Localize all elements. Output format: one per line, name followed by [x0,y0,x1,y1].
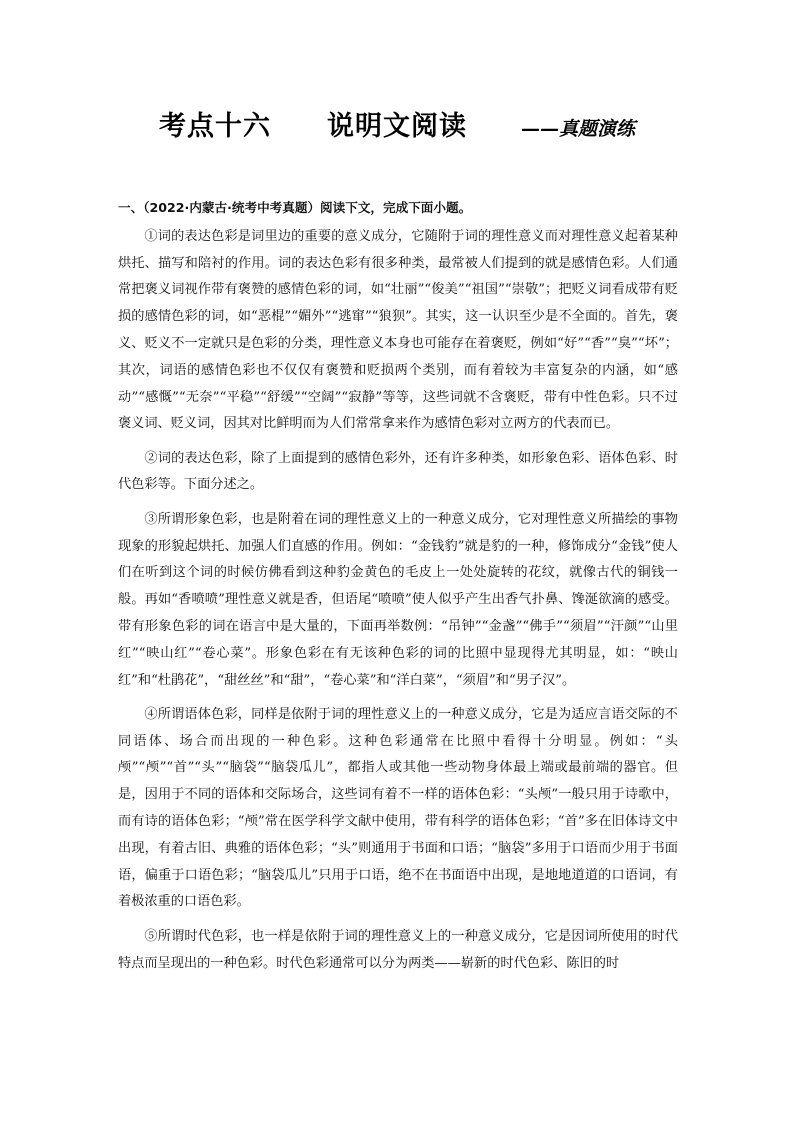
paragraph-4: ④所谓语体色彩，同样是依附于词的理性意义上的一种意义成分，它是为适应言语交际的不同语体、场合而出现的一种色彩。这种色彩通常在比照中看得十分明显。例如：“头颅”“颅”“首”“头”“脑袋”“脑袋瓜儿”，都指人或其他一些动物身体最上端或最前端的器官。但是，因用于不同的语体和交际场合，这些词有着不一样的语体色彩：“头颅”一般只用于诗歌中，而有诗的语体色彩；“颅”常在医学科学文献中使用，带有科学的语体色彩；“首”多在旧体诗文中出现，有着古旧、典雅的语体色彩；“头”则通用于书面和口语；“脑袋”多用于口语而少用于书面语，偏重于口语色彩；“脑袋瓜儿”只用于口语，绝不在书面语中出现，是地地道道的口语词，有着极浓重的口语色彩。 [118,706,678,910]
question-heading: 一、（2022·内蒙古·统考中考真题）阅读下文，完成下面小题。 [118,200,472,215]
title-main: 考点十六 说明文阅读 [158,111,467,142]
title-subtitle: ——真题演练 [520,118,635,140]
paragraph-5: ⑤所谓时代色彩，也一样是依附于词的理性意义上的一种意义成分，它是因词所使用的时代特点而呈现出的一种色彩。时代色彩通常可以分为两类——崭新的时代色彩、陈旧的时 [118,928,678,971]
paragraph-1: ①词的表达色彩是词里边的重要的意义成分，它随附于词的理性意义而对理性意义起着某种烘托、描写和陪衬的作用。词的表达色彩有很多种类，最常被人们提到的就是感情色彩。人们通常把褒义词视作带有褒赞的感情色彩的词，如“壮丽”“俊美”“祖国”“崇敬”；把贬义词看成带有贬损的感情色彩的词，如“恶棍”“媚外”“逃窜”“狼狈”。其实，这一认识至少是不全面的。首先，褒义、贬义不一定就只是色彩的分类，理性意义本身也可能存在着褒贬，例如“好”“香”“臭”“坏”；其次，词语的感情色彩也不仅仅有褒赞和贬损两个类别，而有着较为丰富复杂的内涵，如“感动”“感慨”“无奈”“平稳”“舒缓”“空阔”“寂静”等等，这些词就不含褒贬，带有中性色彩。只不过褒义词、贬义词，因其对比鲜明而为人们常常拿来作为感情色彩对立两方的代表而已。 [118,228,678,432]
paragraph-2: ②词的表达色彩，除了上面提到的感情色彩外，还有许多种类，如形象色彩、语体色彩、时代色彩等。下面分述之。 [118,450,678,493]
document-body [118,195,678,977]
paragraph-3: ③所谓形象色彩，也是附着在词的理性意义上的一种意义成分，它对理性意义所描绘的事物现象的形貌起烘托、加强人们直感的作用。例如：“金钱豹”就是豹的一种，修饰成分“金钱”使人们在听到这个词的时候仿佛看到这种豹金黄色的毛皮上一处处旋转的花纹，就像古代的铜钱一般。再如“香喷喷”理性意义就是香，但语尾“喷喷”使人似乎产生出香气扑鼻、馋涎欲滴的感受。带有形象色彩的词在语言中是大量的，下面再举数例：“吊钟”“金盏”“佛手”“须眉”“汗颜”“山里红”“映山红”“卷心菜”。形象色彩在有无该种色彩的词的比照中显现得尤其明显，如：“映山红”和“杜鹃花”，“甜丝丝”和“甜”，“卷心菜”和“洋白菜”，“须眉”和“男子汉”。 [118,511,678,688]
page-title [0,104,794,143]
